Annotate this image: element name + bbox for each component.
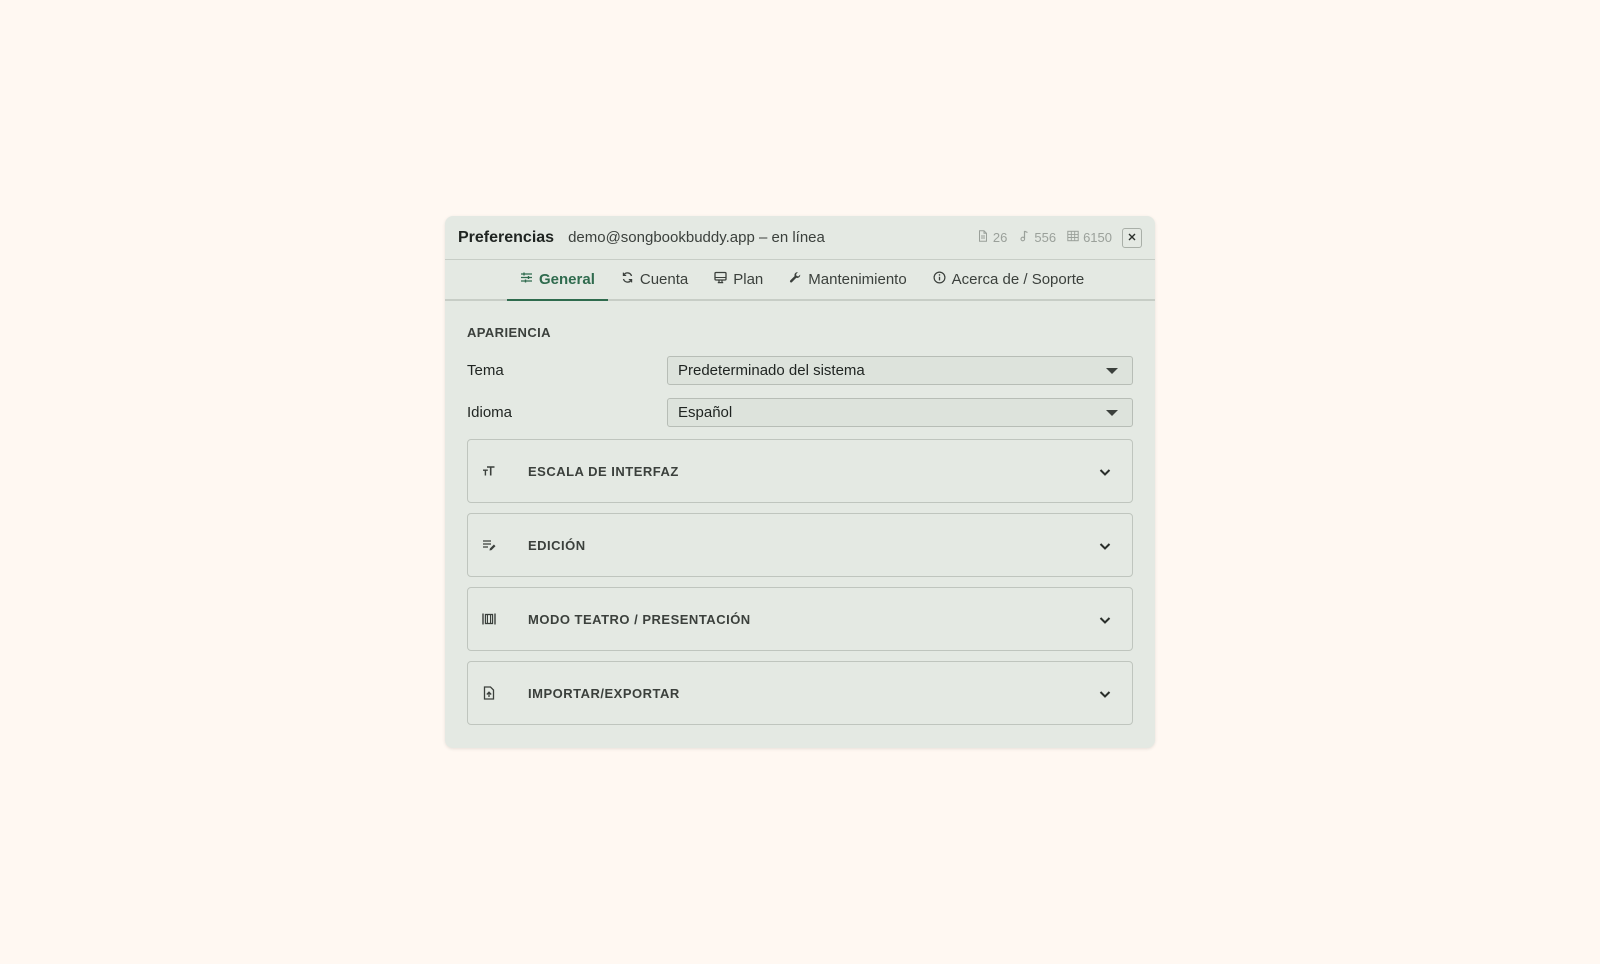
tab-acerca-de[interactable]	[920, 260, 1098, 299]
tab-cuenta-label: Cuenta	[639, 271, 689, 288]
tab-plan[interactable]	[701, 260, 776, 299]
tab-bar	[445, 260, 1155, 301]
stat-songs-value: 556	[1034, 230, 1057, 245]
stat-cells-value: 6150	[1083, 230, 1112, 245]
account-status: demo@songbookbuddy.app – en línea	[568, 229, 825, 246]
sliders-icon	[520, 271, 533, 288]
chevron-down-icon	[1098, 613, 1112, 627]
accordion-theater-mode[interactable]	[467, 587, 1133, 651]
general-panel	[445, 301, 1155, 725]
sync-icon	[621, 271, 634, 288]
accordion-editing-label: EDICIÓN	[528, 537, 586, 553]
accordion-editing[interactable]	[467, 513, 1133, 577]
info-icon	[933, 271, 946, 288]
theme-select[interactable]	[667, 356, 1133, 385]
chevron-down-icon	[1098, 687, 1112, 701]
language-select[interactable]	[667, 398, 1133, 427]
chevron-down-icon	[1098, 465, 1112, 479]
stat-documents	[977, 230, 1007, 245]
chevron-down-icon	[1098, 539, 1112, 553]
theme-label: Tema	[467, 362, 504, 379]
tab-cuenta[interactable]	[608, 260, 701, 299]
close-icon	[1127, 229, 1137, 247]
text-size-icon	[482, 464, 496, 478]
preferences-dialog	[445, 216, 1155, 748]
dialog-titlebar	[445, 216, 1155, 260]
stat-documents-value: 26	[992, 230, 1008, 245]
accordion-interface-scale-label: ESCALA DE INTERFAZ	[528, 463, 679, 479]
theme-select-value: Predeterminado del sistema	[678, 362, 865, 379]
tab-mantenimiento-label: Mantenimiento	[808, 271, 907, 288]
accordion-interface-scale[interactable]	[467, 439, 1133, 503]
music-note-icon	[1018, 230, 1030, 245]
wrench-icon	[789, 271, 802, 288]
stats-bar	[977, 216, 1112, 259]
monitor-icon	[714, 271, 727, 288]
accordion-theater-mode-label: MODO TEATRO / PRESENTACIÓN	[528, 611, 751, 627]
language-label: Idioma	[467, 404, 513, 421]
stat-songs	[1018, 230, 1056, 245]
theme-row	[467, 355, 1133, 386]
settings-accordion	[467, 439, 1133, 725]
tab-mantenimiento[interactable]	[776, 260, 919, 299]
caret-down-icon	[1106, 368, 1118, 374]
theater-icon	[482, 612, 496, 626]
accordion-import-export[interactable]	[467, 661, 1133, 725]
stat-cells	[1067, 230, 1112, 245]
close-button[interactable]	[1122, 228, 1142, 248]
language-select-value: Español	[678, 404, 733, 421]
language-row	[467, 397, 1133, 428]
document-icon	[977, 230, 989, 245]
appearance-section-title: APARIENCIA	[467, 325, 551, 340]
accordion-import-export-label: IMPORTAR/EXPORTAR	[528, 685, 680, 701]
grid-icon	[1067, 230, 1079, 245]
edit-note-icon	[482, 538, 496, 552]
tab-acerca-de-label: Acerca de / Soporte	[951, 271, 1085, 288]
tab-general[interactable]	[507, 260, 608, 299]
tab-general-label: General	[539, 271, 595, 288]
caret-down-icon	[1106, 410, 1118, 416]
tab-plan-label: Plan	[733, 271, 764, 288]
dialog-title: Preferencias	[458, 228, 555, 246]
file-upload-icon	[482, 686, 496, 700]
